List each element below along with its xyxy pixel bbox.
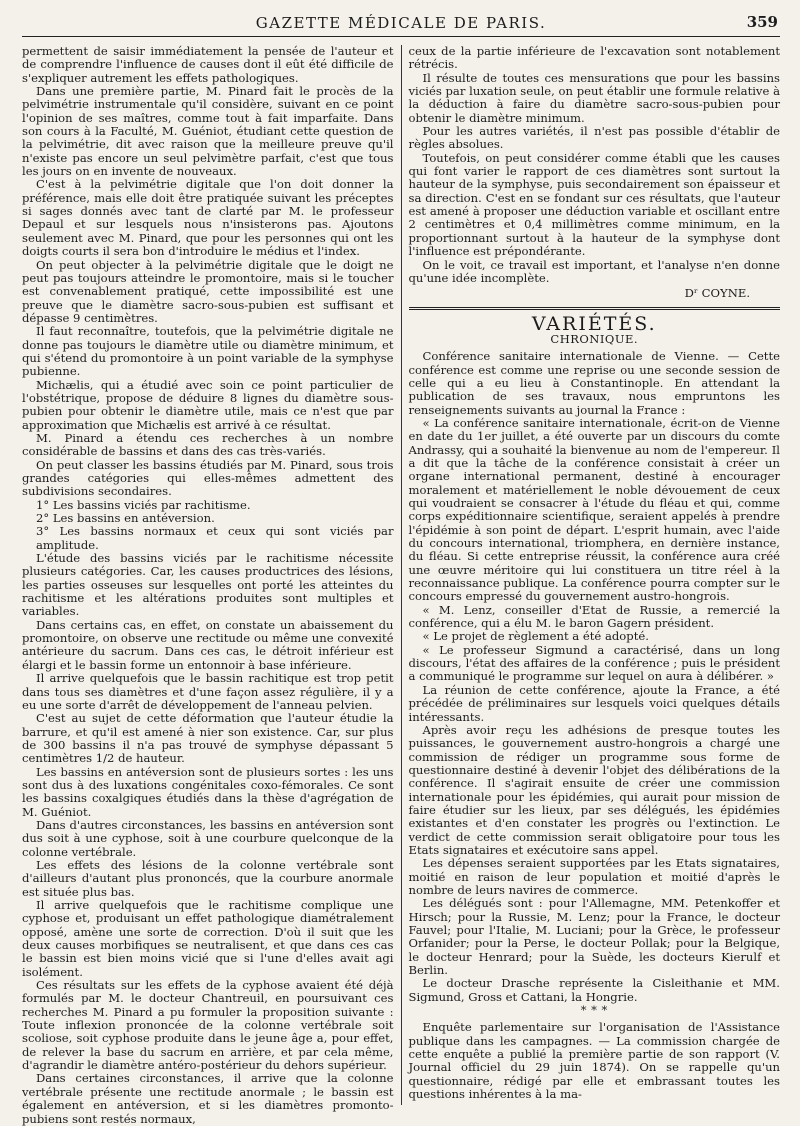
asterism-separator: * * * (580, 1003, 608, 1018)
coyne-review-conclusion (409, 45, 781, 285)
page-header (22, 10, 780, 37)
left-column (22, 44, 401, 1126)
chronique-article (409, 350, 781, 1004)
paragraph: « Le professeur Sigmund a caractérisé, dans un long discours, l'état des affaires de la conférence ; puis le président a communiqué le programme sur lequel on aura à délibérer. » (408, 642, 780, 684)
paragraph: Les effets des lésions de la colonne vertébrale sont d'ailleurs d'autant plus prononcés, que la courbure anormale est située plus bas. (22, 857, 394, 899)
author-signature: Dʳ COYNE. (684, 286, 750, 301)
paragraph: On le voit, ce travail est important, et l'analyse n'en donne qu'une idée incomplète. (408, 257, 780, 285)
paragraph: « M. Lenz, conseiller d'Etat de Russie, a remercié la conférence, qui a élu M. le baron Gagern président. (408, 602, 780, 631)
section-title: VARIÉTÉS. (531, 312, 657, 335)
enquete-paragraph: Enquête parlementaire sur l'organisation de l'Assistance publique dans les campagnes. — La commission chargée de cette enquête a publié la première partie de son rapport (V. Journal officiel du 29 juin 1874). On se rappelle qu'un questionnaire, rédigé par elle et embrassant toutes les questions inhérentes à la ma- (408, 1020, 780, 1102)
paragraph: Conférence sanitaire internationale de Vienne. — Cette conférence est comme une reprise ou une seconde session de celle qui a eu lieu à Constantinople. En attendant la publication de ses travaux, nous empruntons les renseignements suivants au journal la France : (408, 349, 780, 417)
paragraph: On peut objecter à la pelvimétrie digitale que le doigt ne peut pas toujours atteindre le promontoire, mais si le toucher est convenablement pratiqué, cette impossibilité est une preuve que le diamètre sacro-sous-pubien est suffisant et dépasse 9 centimètres. (22, 257, 394, 325)
paragraph: On peut classer les bassins étudiés par M. Pinard, sous trois grandes catégories qui elles-mêmes admettent des subdivisions secondaires. (22, 457, 394, 499)
paragraph: C'est au sujet de cette déformation que l'auteur étudie la barrure, et qu'il est amené à nier son existence. Car, sur plus de 300 bassins il n'a pas trouvé de symphyse dépassant 5 centimètres 1/2 de hauteur. (22, 711, 394, 766)
paragraph: 1° Les bassins viciés par rachitisme. (36, 497, 251, 512)
paragraph: Les dépenses seraient supportées par les Etats signataires, moitié en raison de leur population et moitié d'après le nombre de leurs navires de commerce. (408, 856, 780, 897)
right-column (401, 45, 781, 1105)
paragraph: M. Pinard a étendu ces recherches à un nombre considérable de bassins et dans des cas très-variés. (22, 430, 394, 459)
paragraph: Dans une première partie, M. Pinard fait le procès de la pelvimétrie instrumentale qu'il considère, suivant en ce point l'opinion de ses maîtres, comme tout à fait imparfaite. Dans son cours à la Faculté, M. Guéniot, étudiant cette question de la pelvimétrie, dit avec raison que la meilleure preuve qu'il n'existe pas encore un seul pelvimètre parfait, c'est que tous les jours on en invente de nouveaux. (22, 84, 394, 179)
paragraph: Le docteur Drasche représente la Cisleithanie et MM. Sigmund, Gross et Cattani, la Hongrie. (408, 976, 780, 1004)
paragraph: La réunion de cette conférence, ajoute la France, a été précédée de préliminaires sur lesquels voici quelques détails intéressants. (408, 682, 780, 724)
subsection-title: CHRONIQUE. (550, 331, 639, 346)
paragraph: Toutefois, on peut considérer comme établi que les causes qui font varier le rapport de ces diamètres sont surtout la hauteur de la symphyse, puis secondairement son épaisseur et sa direction. C'est en se fondant sur ces résultats, que l'auteur est amené à proposer une déduction variable et oscillant entre 2 centimètres et 0,4 millimètres comme minimum, en la proportionnant surtout à la hauteur de la symphyse dont l'influence est prépondérante. (408, 150, 780, 259)
paragraph: Il faut reconnaître, toutefois, que la pelvimétrie digitale ne donne pas toujours le diamètre utile ou diamètre minimum, et qui s'étend du promontoire à un point variable de la symphyse pubienne. (22, 324, 394, 379)
paragraph: permettent de saisir immédiatement la pensée de l'auteur et de comprendre l'influence de causes dont il eût été difficile de s'expliquer autrement les effets pathologiques. (22, 44, 394, 85)
paragraph: Il arrive quelquefois que le bassin rachitique est trop petit dans tous ses diamètres et d'une façon assez régulière, il y a eu une sorte d'arrêt de développement de l'anneau pelvien. (22, 671, 394, 712)
paragraph: ceux de la partie inférieure de l'excavation sont notablement rétrécis. (408, 44, 780, 72)
paragraph: « Le projet de règlement a été adopté. (422, 629, 649, 644)
paragraph: 2° Les bassins en antéversion. (36, 511, 215, 526)
page-number: 359 (746, 13, 778, 31)
paragraph: Les délégués sont : pour l'Allemagne, MM. Petenkoffer et Hirsch; pour la Russie, M. Lenz; pour la France, le docteur Fauvel; pour l'Italie, M. Luciani; pour la Grèce, le professeur Orfanider; pour la Perse, le docteur Pollak; pour la Belgique, le docteur Henrard; pour la Suède, les docteurs Kierulf et Berlin. (408, 896, 780, 978)
paragraph: Dans certains cas, en effet, on constate un abaissement du promontoire, on observe une rectitude ou même une convexité antérieure du sacrum. Dans ces cas, le détroit inférieur est élargi et le bassin forme un entonnoir à base inférieure. (22, 617, 394, 672)
paragraph: Après avoir reçu les adhésions de presque toutes les puissances, le gouvernement austro-hongrois a chargé une commission de rédiger un programme sous forme de questionnaire destiné à devenir l'objet des délibérations de la conférence. Il s'agirait ensuite de créer une commission internationale pour les épidémies, qui aurait pour mission de faire étudier sur les lieux, par ses délégués, les épidémies existantes et d'en constater les progrès ou l'extinction. Le verdict de cette commission serait obligatoire pour tous les Etats signataires et exécutoire sans appel. (408, 722, 780, 857)
paragraph: Ces résultats sur les effets de la cyphose avaient été déjà formulés par M. le docteur Chantreuil, en poursuivant ces recherches M. Pinard a pu formuler la proposition suivante : Toute inflexion prononcée de la colonne vertébrale soit scoliose, soit cyphose produite dans le jeune âge a, pour effet, de relever la base du sacrum en arrière, et par cela même, d'agrandir le diamètre antéro-postérieur du dehors supérieur. (22, 978, 394, 1073)
two-column-body (22, 44, 780, 1126)
paragraph: Pour les autres variétés, il n'est pas possible d'établir de règles absolues. (408, 124, 780, 152)
paragraph: C'est à la pelvimétrie digitale que l'on doit donner la préférence, mais elle doit être pratiquée suivant les préceptes si sages donnés avec tant de clarté par M. le professeur Depaul et sur lesquels nous n'insisterons pas. Ajoutons seulement avec M. Pinard, que pour les personnes qui ont les doigts courts il sera bon d'introduire le médius et l'index. (22, 177, 394, 259)
paragraph: Les bassins en antéversion sont de plusieurs sortes : les uns sont dus à des luxations congénitales coxo-fémorales. Ce sont les bassins coxalgiques étudiés dans la thèse d'agrégation de M. Guéniot. (22, 764, 394, 819)
section-divider (409, 307, 781, 310)
paragraph: Dans d'autres circonstances, les bassins en antéversion sont dus soit à une cyphose, soit à une courbure quelconque de la colonne vertébrale. (22, 817, 394, 859)
paragraph: Il résulte de toutes ces mensurations que pour les bassins viciés par luxation seule, on peut établir une formule relative à la déduction à faire du diamètre sacro-sous-pubien pour obtenir le diamètre minimum. (408, 70, 780, 125)
paragraph: L'étude des bassins viciés par le rachitisme nécessite plusieurs catégories. Car, les causes productrices des lésions, les parties osseuses sur lesquelles ont porté les atteintes du rachitisme et les altérations produites sont multiples et variables. (22, 551, 394, 619)
paragraph: « La conférence sanitaire internationale, écrit-on de Vienne en date du 1er juillet, a été ouverte par un discours du comte Andrassy, qui a souhaité la bienvenue au nom de l'empereur. Il a dit que la tâche de la conférence consistait à créer un organe international permanent, destiné à encourager moralement et matériellement le noble dévouement de ceux qui voudraient se consacrer à l'étude du fléau et qui, comme corps expéditionnaire scientifique, seraient appelés à prendre l'épidémie à son point de départ. L'esprit humain, avec l'aide du concours international, triomphera, en dernière instance, du fléau. Si cette entreprise réussit, la conférence aura créé une œuvre méritoire qui lui constituera un titre réel à la reconnaissance publique. La conférence pourra compter sur le concours empressé du gouvernement austro-hongrois. (408, 415, 780, 604)
journal-title: GAZETTE MÉDICALE DE PARIS. (255, 14, 547, 32)
paragraph: Michælis, qui a étudié avec soin ce point particulier de l'obstétrique, propose de déduire 8 lignes du diamètre sous-pubien pour obtenir le diamètre utile, mais ce n'est que par approximation que Michælis est arrivé à ce résultat. (22, 377, 394, 432)
paragraph: 3° Les bassins normaux et ceux qui sont viciés par amplitude. (36, 524, 394, 552)
paragraph: Dans certaines circonstances, il arrive que la colonne vertébrale présente une rectitude anormale ; le bassin est également en antéversion, et si les diamètres promonto-pubiens sont restés normaux, (22, 1071, 394, 1126)
paragraph: Il arrive quelquefois que le rachitisme complique une cyphose et, produisant un effet pathologique diamétralement opposé, amène une sorte de correction. D'où il suit que les deux causes morbifiques se neutralisent, et que dans ces cas le bassin est bien moins vicié que si l'une d'elles avait agi isolément. (22, 898, 394, 979)
